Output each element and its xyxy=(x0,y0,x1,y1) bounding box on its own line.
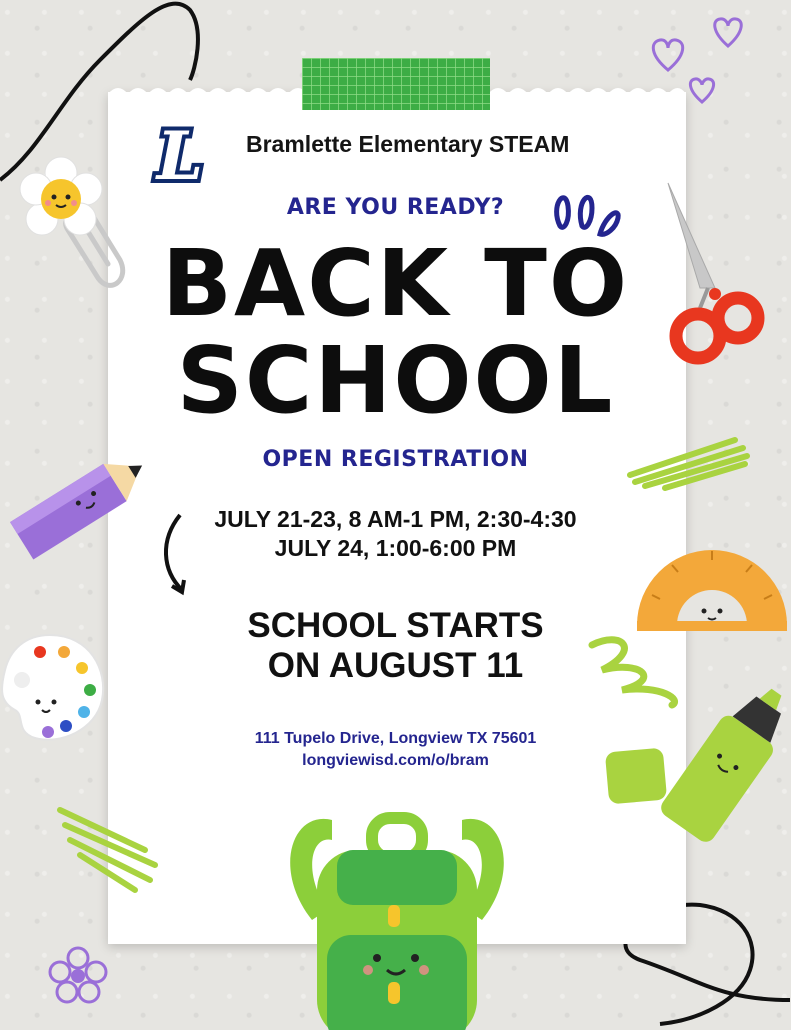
pencil-icon xyxy=(0,432,160,572)
school-name: Bramlette Elementary STEAM xyxy=(246,131,570,157)
highlighter-icon xyxy=(582,630,791,850)
school-start-line1: SCHOOL STARTS xyxy=(247,606,544,645)
protractor-icon xyxy=(632,535,791,635)
scribble-bottom-decoration xyxy=(55,800,175,900)
flower-icon xyxy=(16,155,106,245)
heart-icon xyxy=(640,10,750,110)
headline-line2: SCHOOL xyxy=(176,327,615,434)
headline-line1: BACK TO xyxy=(161,230,630,337)
scissors-icon xyxy=(660,178,770,368)
tagline: ARE YOU READY? xyxy=(286,195,505,220)
scribble-decoration xyxy=(625,430,755,490)
website: longviewisd.com/o/bram xyxy=(302,752,489,769)
tape-icon xyxy=(302,58,490,110)
subheading: OPEN REGISTRATION xyxy=(262,447,529,472)
backpack-icon xyxy=(272,810,522,1030)
small-flower-icon xyxy=(48,946,108,1006)
address: 111 Tupelo Drive, Longview TX 75601 xyxy=(254,730,537,747)
registration-line1: JULY 21-23, 8 AM-1 PM, 2:30-4:30 xyxy=(214,506,577,532)
school-start-line2: ON AUGUST 11 xyxy=(267,646,524,685)
logo-letter: L xyxy=(156,117,204,195)
registration-line2: JULY 24, 1:00-6:00 PM xyxy=(274,535,517,561)
palette-icon xyxy=(0,630,110,750)
arrow-icon xyxy=(160,510,200,600)
school-logo-icon xyxy=(140,117,220,195)
